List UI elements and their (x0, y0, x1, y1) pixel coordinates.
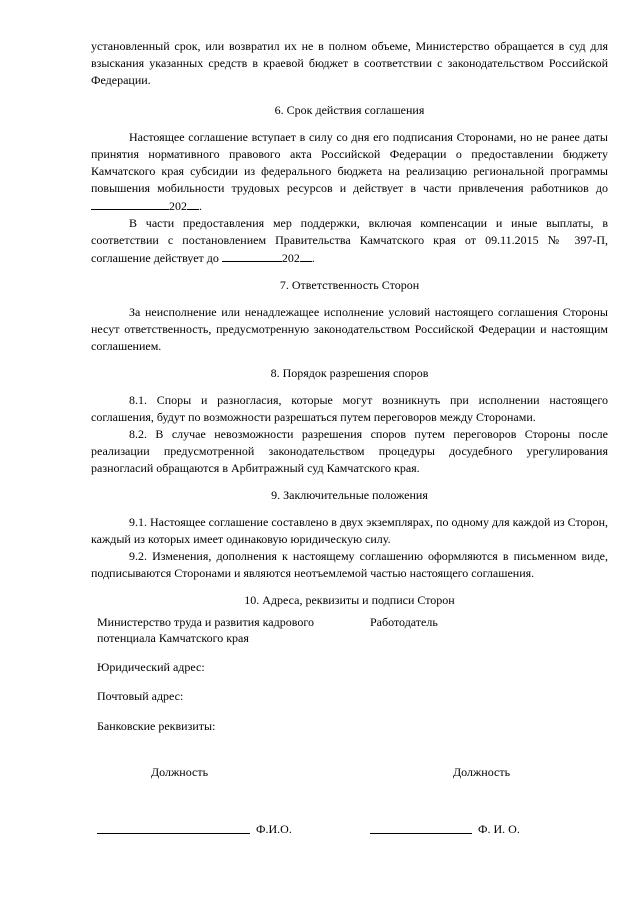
fio-left-label: Ф.И.О. (256, 822, 292, 836)
legal-address-label: Юридический адрес: (97, 660, 205, 674)
section-7-paragraph: За неисполнение или ненадлежащее исполнение условий настоящего соглашения Стороны несут ответственность, предусмотренную законодательством Российской Федерации и настоящим соглашением. (91, 305, 608, 353)
section-7-heading: 7. Ответственность Сторон (279, 278, 420, 292)
section-6-paragraph-2 (91, 215, 608, 267)
fio-right-label: Ф. И. О. (478, 822, 520, 836)
date-blank (91, 197, 169, 210)
period: . (199, 199, 202, 213)
document-body (91, 38, 608, 619)
party-left (97, 614, 314, 646)
date-blank (222, 249, 282, 262)
position-right-label: Должность (453, 765, 511, 779)
section-6-p2-text: В части предоставления мер поддержки, включая компенсации и иные выплаты, в соответствии с постановлением Правительства Камчатского края от 09.11.2015 № 397-П, соглашение действует до (91, 216, 608, 265)
party-right: Работодатель (370, 615, 438, 629)
position-left-label: Должность (151, 765, 209, 779)
year-prefix: 202 (169, 199, 187, 213)
section-10-heading: 10. Адреса, реквизиты и подписи Сторон (244, 593, 455, 607)
bank-details-label: Банковские реквизиты: (97, 719, 216, 733)
party-left-line-1: Министерство труда и развития кадрового (97, 615, 314, 629)
section-9-heading: 9. Заключительные положения (271, 488, 428, 502)
section-8-paragraph-2: 8.2. В случае невозможности разрешения споров путем переговоров Стороны после реализации предусмотренной законодательством процедуры досудебного урегулирования разногласий обращаются в Арбитражный суд Камчатского края. (91, 427, 608, 475)
signature-line-right (370, 833, 472, 834)
year-prefix: 202 (281, 251, 300, 265)
section-8-paragraph-1: 8.1. Споры и разногласия, которые могут возникнуть при исполнении настоящего соглашения, будут по возможности разрешаться путем переговоров между Сторонами. (91, 393, 608, 424)
postal-address-label: Почтовый адрес: (97, 689, 184, 703)
period: . (311, 251, 315, 265)
section-6-p1-text: Настоящее соглашение вступает в силу со дня его подписания Сторонами, но не ранее даты принятия нормативного правового акта Российской Федерации о предоставлении бюджету Камчатского края субсидии из федерального бюджета на реализацию региональной программы повышения мобильности трудовых ресурсов и действует в части привлечения работников до (91, 130, 608, 195)
signature-line-left (97, 833, 250, 834)
section-6-heading: 6. Срок действия соглашения (274, 103, 425, 117)
section-6-paragraph-1 (91, 129, 608, 215)
section-9-paragraph-2: 9.2. Изменения, дополнения к настоящему соглашению оформляются в письменном виде, подписываются Сторонами и являются неотъемлемой частью настоящего соглашения. (91, 549, 608, 580)
intro-paragraph: установленный срок, или возвратил их не в полном объеме, Министерство обращается в суд для взыскания указанных средств в краевой бюджет в соответствии с законодательством Российской Федерации. (91, 39, 608, 87)
year-blank (187, 197, 199, 210)
section-8-heading: 8. Порядок разрешения споров (270, 366, 429, 380)
year-blank (300, 249, 312, 262)
party-left-line-2: потенциала Камчатского края (97, 631, 249, 645)
section-9-paragraph-1: 9.1. Настоящее соглашение составлено в двух экземплярах, по одному для каждой из Сторон, каждый из которых имеет одинаковую юридическую силу. (91, 515, 608, 546)
